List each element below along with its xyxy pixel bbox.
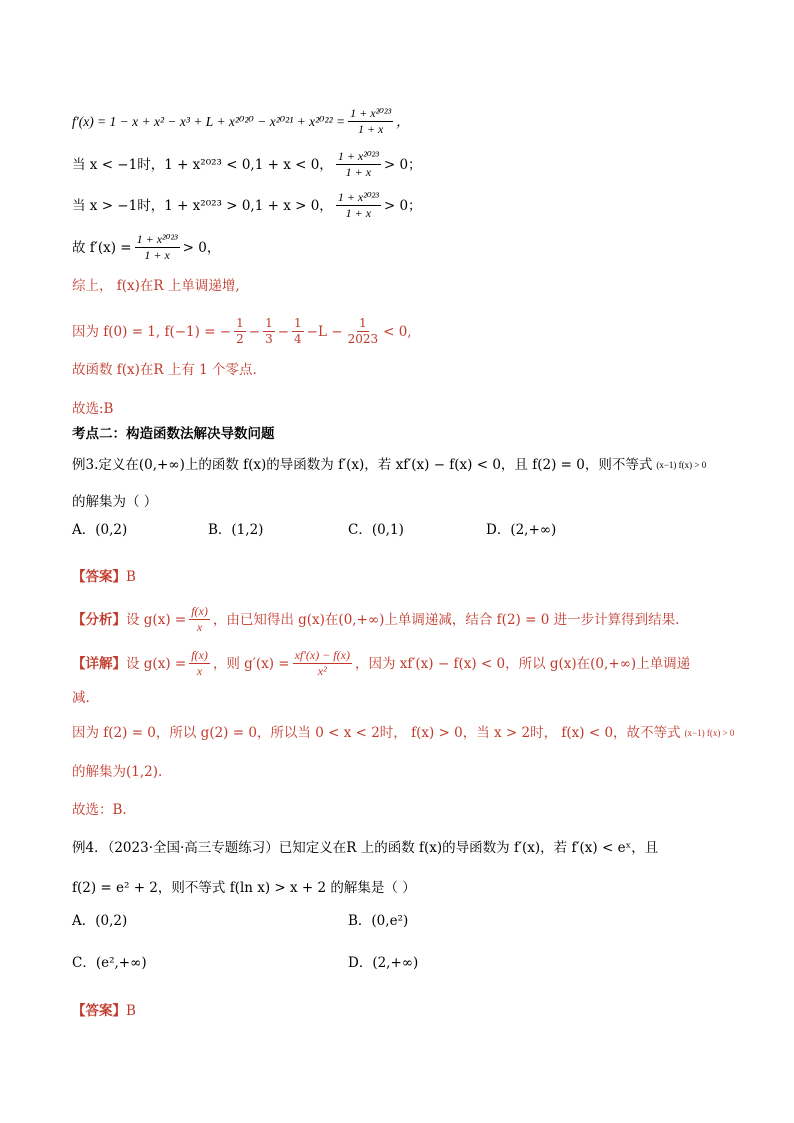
option-d: D．(2,+∞) [348, 955, 419, 971]
detail-3-reasoning: 因为 f(2) = 0，所以 g(2) = 0，所以当 0 < x < 2时， f(x) > 0，当 x > 2时， f(x) < 0，故不等式 (x−1) f(x) > 0 [72, 725, 735, 741]
answer-3: 【答案】 B [72, 569, 136, 585]
option-a: A．(0,2) [72, 522, 128, 538]
section-heading: 考点二：构造函数法解决导数问题 [72, 426, 275, 442]
evaluation-line: 因为 f(0) = 1, f(−1) = − $\frac{1}{2}$ − $\frac{1}{3}$ − $\frac{1}{4}$ −L − $\frac{1}{2023}$ < 0, [72, 316, 412, 346]
case-x-greater-than-minus-one: 当 x > −1时，1 + x²⁰²³ > 0,1 + x > 0， $\frac{\text{1 + x²⁰²³}}{1 + x}$ > 0； [72, 190, 422, 220]
detail-3-cont: 减. [72, 690, 90, 706]
example-3-question-cont: 的解集为（ ） [72, 494, 158, 510]
option-c: C．(e²,+∞) [72, 955, 147, 971]
analysis-3: 【分析】 设 g(x) = $\frac{f(x)}{x}$ ，由已知得出 g(x)在(0,+∞)上单调递减，结合 f(2) = 0 进一步计算得到结果. [72, 604, 680, 634]
answer-choice: 故选:B [72, 401, 114, 417]
option-a: A．(0,2) [72, 913, 128, 929]
case-x-less-than-minus-one: 当 x < −1时，1 + x²⁰²³ < 0,1 + x < 0， $\frac{\text{1 + x²⁰²³}}{1 + x}$ > 0； [72, 149, 422, 179]
detail-3-solution-set: 的解集为(1,2). [72, 764, 163, 780]
answer-4: 【答案】 B [72, 1003, 136, 1019]
formula-lhs: f′(x) = 1 − x + x² − x³ + L + x²⁰²⁰ − x²⁰²¹ + x²⁰²² = [72, 113, 346, 129]
example-4-question: 例4．（2023·全国·高三专题练习）已知定义在R 上的函数 f(x)的导函数为 f′(x)，若 f′(x) < eˣ，且 [72, 840, 659, 856]
detail-3-answer: 故选：B. [72, 802, 127, 818]
zero-count-conclusion: 故函数 f(x)在R 上有 1 个零点. [72, 362, 257, 378]
option-d: D．(2,+∞) [486, 522, 557, 538]
example-4-question-cont: f(2) = e² + 2，则不等式 f(ln x) > x + 2 的解集是（ ） [72, 880, 416, 896]
derivative-formula-line: f′(x) = 1 − x + x² − x³ + L + x²⁰²⁰ − x²⁰²¹ + x²⁰²² = $\frac{\text{1 + x²⁰²³}}{1 + x}$ ， [72, 106, 410, 136]
option-b: B．(0,e²) [348, 913, 409, 929]
formula-fraction: $\frac{\text{1 + x²⁰²³}}{1 + x}$ [350, 106, 392, 136]
detail-3: 【详解】 设 g(x) = $\frac{f(x)}{x}$ ，则 g′(x) = $\frac{xf'(x) - f(x)}{\text{x²}}$ ，因为 xf′(x) − f(x) < 0，所以 g(x)在(0,+∞)上单调递 [72, 648, 691, 678]
example-3-question: 例3.定义在(0,+∞)上的函数 f(x)的导函数为 f′(x)，若 xf′(x) − f(x) < 0，且 f(2) = 0，则不等式 (x−1) f(x) > 0 [72, 457, 707, 473]
option-b: B．(1,2) [208, 522, 264, 538]
summary-increasing: 综上， f(x)在R 上单调递增, [72, 278, 240, 294]
conclusion-derivative-positive: 故 f′(x) = $\frac{\text{1 + x²⁰²³}}{1 + x}$ > 0， [72, 232, 221, 262]
option-c: C．(0,1) [348, 522, 404, 538]
